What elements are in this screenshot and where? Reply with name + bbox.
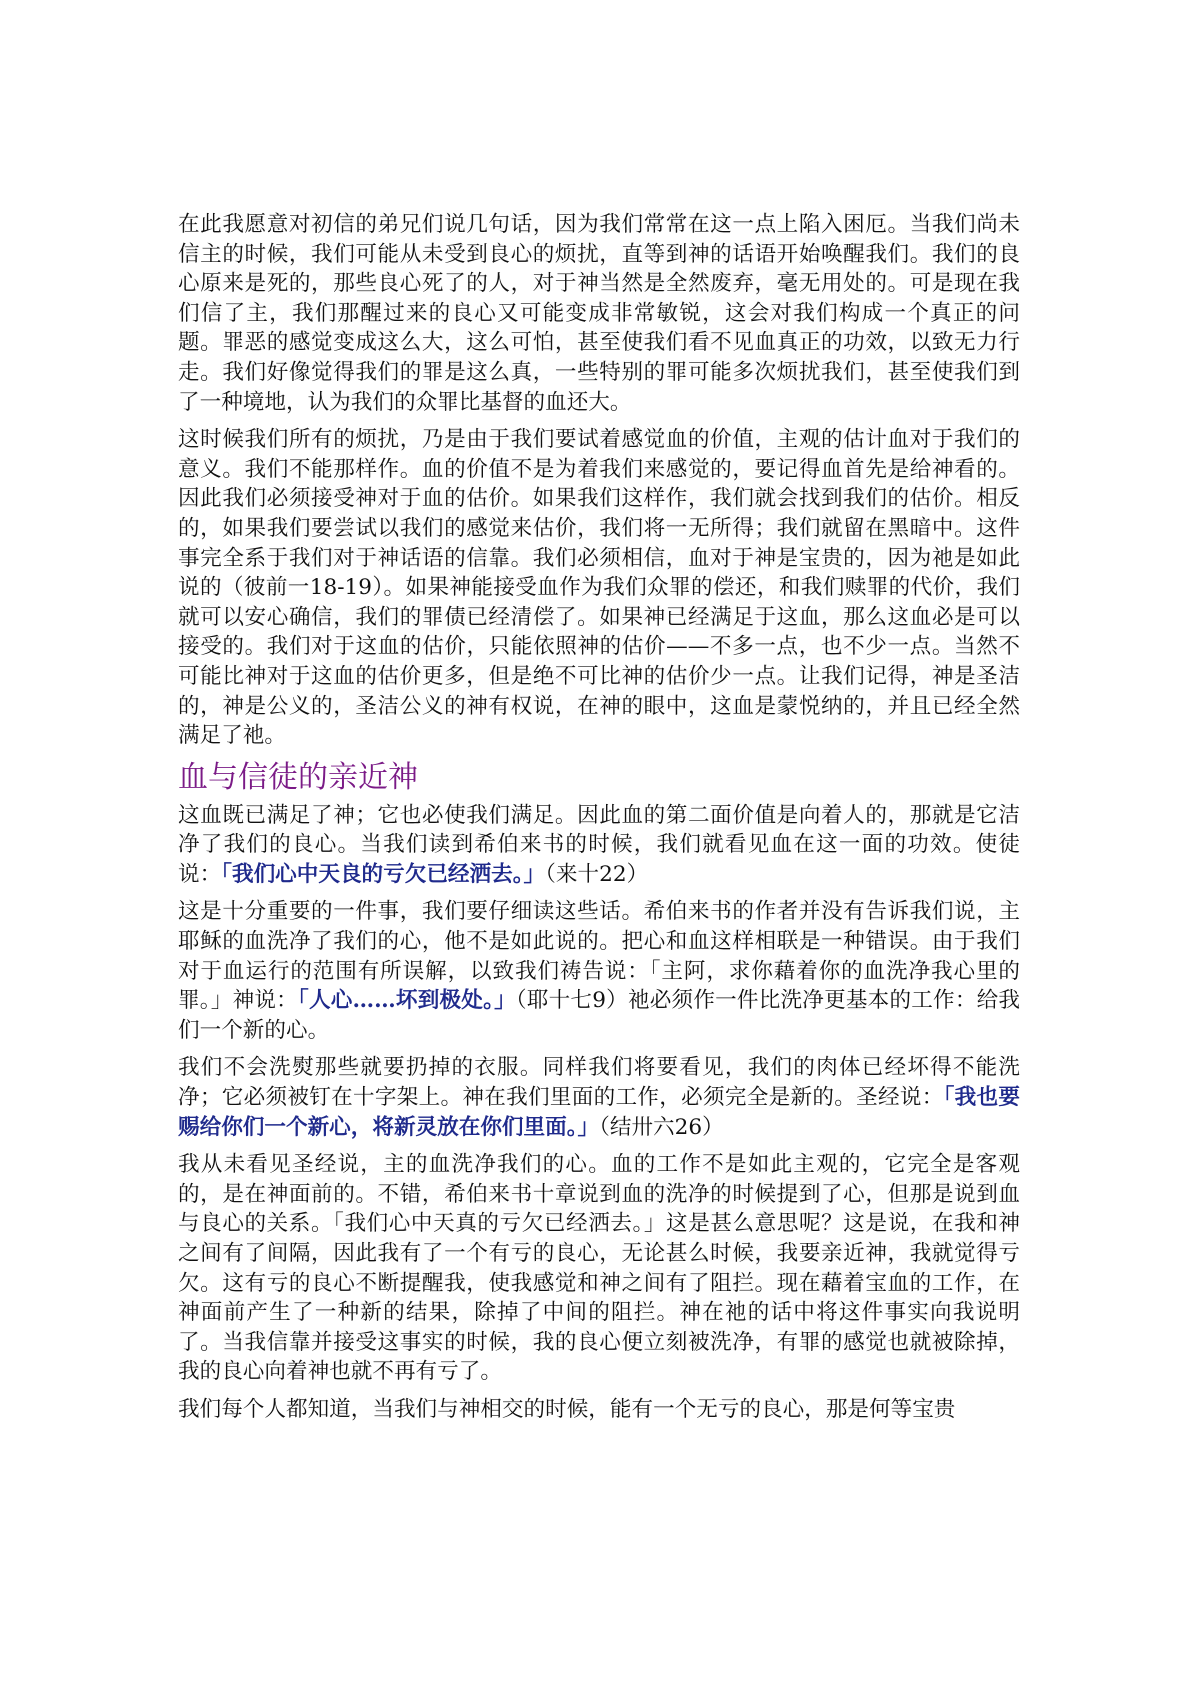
scripture-quote-jeremiah: 「人心……坏到极处。」 xyxy=(297,988,516,1014)
paragraph-6: 我从未看见圣经说，主的血洗净我们的心。血的工作不是如此主观的，它完全是客观的，是在神面前的。不错，希伯来书十章说到血的洗净的时候提到了心，但那是说到血与良心的关系。「我们心中天真的亏欠已经洒去。」这是甚么意思呢？这是说，在我和神之间有了间隔，因此我有了一个有亏的良心，无论甚么时候，我要亲近神，我就觉得亏欠。这有亏的良心不断提醒我，使我感觉和神之间有了阻拦。现在藉着宝血的工作，在神面前产生了一种新的结果，除掉了中间的阻拦。神在祂的话中将这件事实向我说明了。当我信靠并接受这事实的时候，我的良心便立刻被洗净，有罪的感觉也就被除掉，我的良心向着神也就不再有亏了。 xyxy=(178,1152,1020,1385)
paragraph-3 xyxy=(178,801,1020,890)
paragraph-4 xyxy=(178,897,1020,1045)
paragraph-2: 这时候我们所有的烦扰，乃是由于我们要试着感觉血的价值，主观的估计血对于我们的意义。我们不能那样作。血的价值不是为着我们来感觉的，要记得血首先是给神看的。因此我们必须接受神对于血的估价。如果我们这样作，我们就会找到我们的估价。相反的，如果我们要尝试以我们的感觉来估价，我们将一无所得；我们就留在黑暗中。这件事完全系于我们对于神话语的信靠。我们必须相信，血对于神是宝贵的，因为祂是如此说的（彼前一18-19）。如果神能接受血作为我们众罪的偿还，和我们赎罪的代价，我们就可以安心确信，我们的罪债已经清偿了。如果神已经满足于这血，那么这血必是可以接受的。我们对于这血的估价，只能依照神的估价——不多一点，也不少一点。当然不可能比神对于这血的估价更多，但是绝不可比神的估价少一点。让我们记得，神是圣洁的，神是公义的，圣洁公义的神有权说，在神的眼中，这血是蒙悦纳的，并且已经全然满足了祂。 xyxy=(178,427,1020,749)
paragraph-5 xyxy=(178,1053,1020,1142)
paragraph-4-text: 这是十分重要的一件事，我们要仔细读这些话。希伯来书的作者并没有告诉我们说，主耶稣的血洗净了我们的心，他不是如此说的。把心和血这样相联是一种错误。由于我们对于血运行的范围有所误解，以致我们祷告说：「主阿，求你藉着你的血洗净我心里的罪。」神说： xyxy=(178,899,1020,1014)
paragraph-1: 在此我愿意对初信的弟兄们说几句话，因为我们常常在这一点上陷入困厄。当我们尚未信主的时候，我们可能从未受到良心的烦扰，直等到神的话语开始唤醒我们。我们的良心原来是死的，那些良心死了的人，对于神当然是全然废弃，毫无用处的。可是现在我们信了主，我们那醒过来的良心又可能变成非常敏锐，这会对我们构成一个真正的问题。罪恶的感觉变成这么大，这么可怕，甚至使我们看不见血真正的功效，以致无力行走。我们好像觉得我们的罪是这么真，一些特别的罪可能多次烦扰我们，甚至使我们到了一种境地，认为我们的众罪比基督的血还大。 xyxy=(178,212,1020,415)
scripture-reference: （来十22） xyxy=(545,861,649,887)
scripture-quote-ezekiel: 「我也要赐给你们一个新心，将新灵放在你们里面。」 xyxy=(178,1085,1020,1140)
paragraph-4-after: （耶十七9）祂必须作一件比洗净更基本的工作：给我们一个新的心。 xyxy=(178,988,1020,1043)
paragraph-7: 我们每个人都知道，当我们与神相交的时候，能有一个无亏的良心，那是何等宝贵 xyxy=(178,1396,956,1422)
paragraph-3-text: 这血既已满足了神；它也必使我们满足。因此血的第二面价值是向着人的，那就是它洁净了我们的良心。当我们读到希伯来书的时候，我们就看见血在这一面的功效。使徒说： xyxy=(178,802,1020,887)
document-body xyxy=(178,210,1020,1433)
paragraph-5-text: 我们不会洗熨那些就要扔掉的衣服。同样我们将要看见，我们的肉体已经坏得不能洗净；它必须被钉在十字架上。神在我们里面的工作，必须完全是新的。圣经说： xyxy=(178,1055,1020,1111)
scripture-quote-hebrews: 「我们心中天良的亏欠已经洒去。」 xyxy=(221,861,546,887)
section-heading: 血与信徒的亲近神 xyxy=(178,759,418,795)
scripture-reference: （结卅六26） xyxy=(599,1114,724,1140)
